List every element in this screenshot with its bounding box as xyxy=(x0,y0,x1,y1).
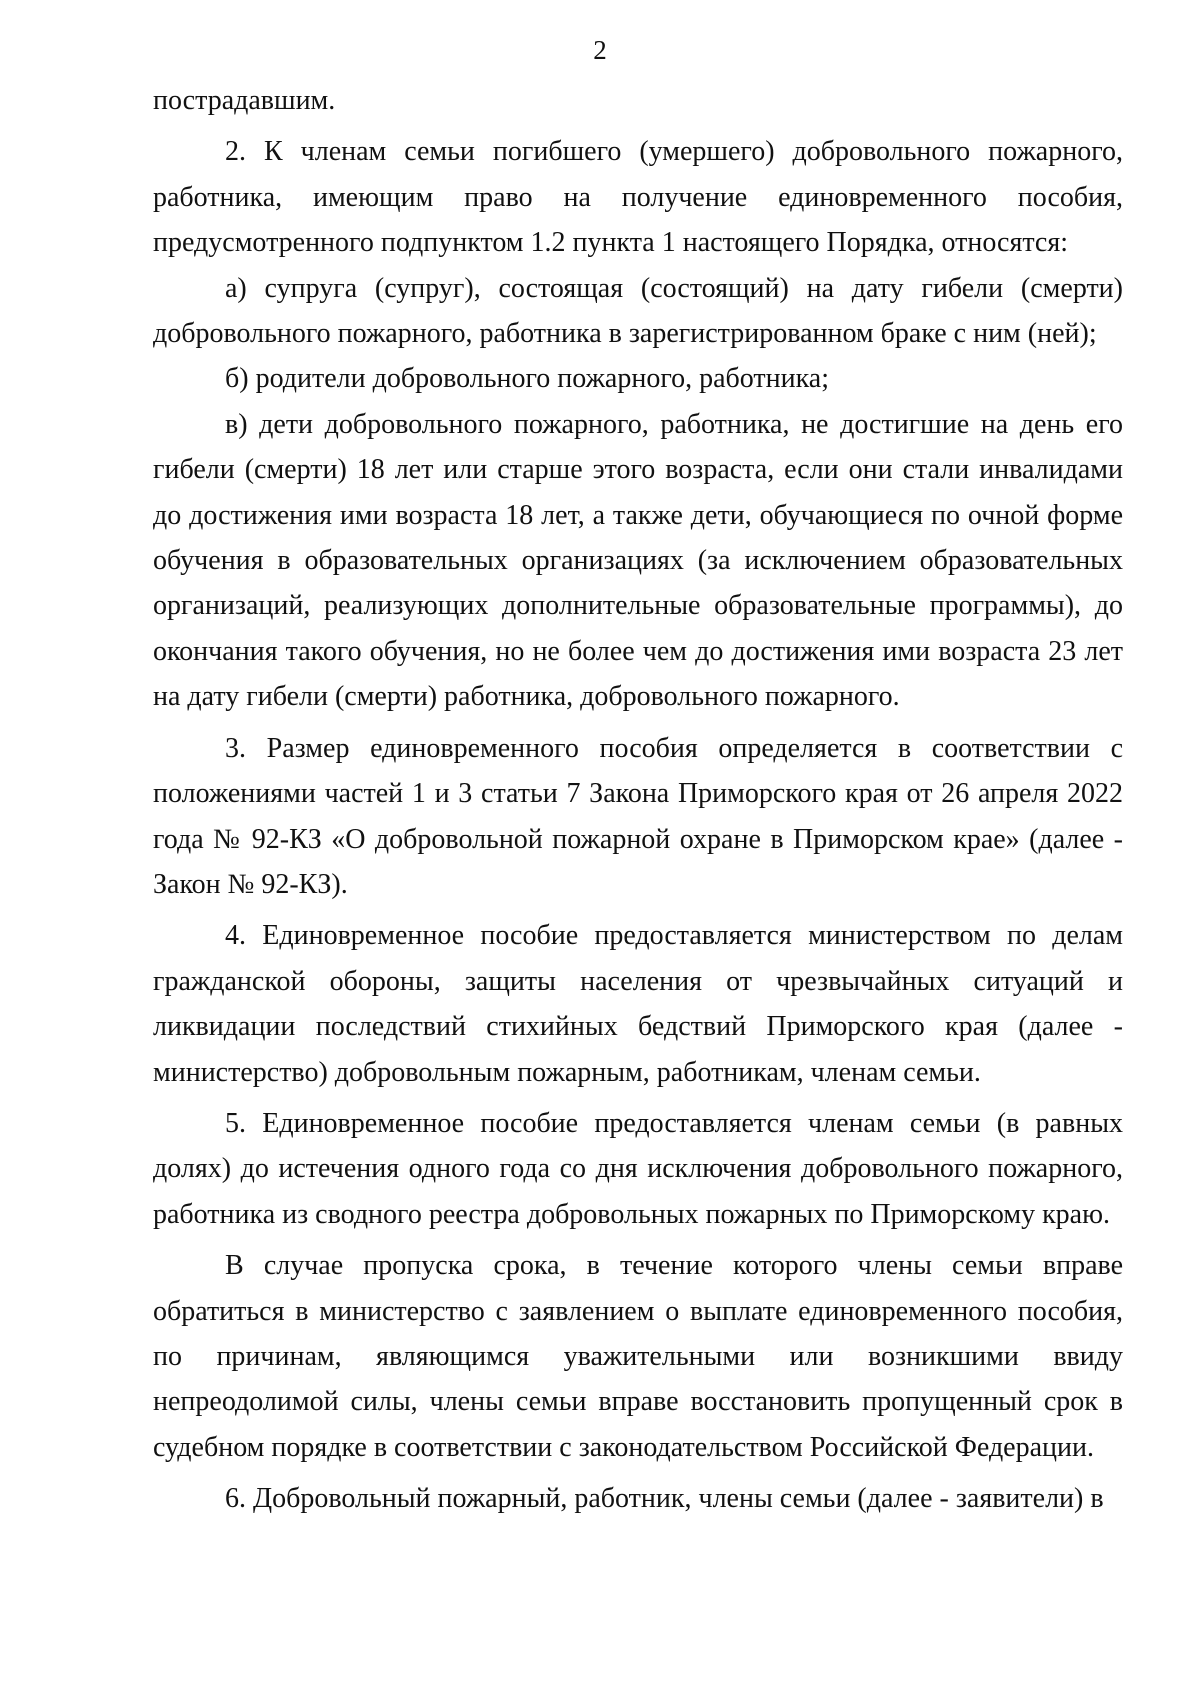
paragraph-item-3: 3. Размер единовременного пособия определяется в соответствии с положениями частей 1 и 3 статьи 7 Закона Приморского края от 26 апреля 2022 года № 92-КЗ «О добровольной пожарной охране в Приморском крае» (далее - Закон № 92-КЗ). xyxy=(153,732,1123,900)
paragraph-continuation: пострадавшим. xyxy=(153,85,336,116)
paragraph-subitem-a: а) супруга (супруг), состоящая (состоящий) на дату гибели (смерти) добровольного пожарного, работника в зарегистрированном браке с ним (ней); xyxy=(153,272,1123,350)
paragraph-item-6: 6. Добровольный пожарный, работник, члены семьи (далее - заявители) в xyxy=(225,1483,1104,1515)
paragraph-subitem-v: в) дети добровольного пожарного, работника, не достигшие на день его гибели (смерти) 18 лет или старше этого возраста, если они стали инвалидами до достижения ими возраста 18 лет, а также дети, обучающиеся по очной форме обучения в образовательных организациях (за исключением образовательных организаций, реализующих дополнительные образовательные программы), до окончания такого обучения, но не более чем до достижения ими возраста 23 лет на дату гибели (смерти) работника, добровольного пожарного. xyxy=(153,408,1123,713)
paragraph-subitem-b: б) родители добровольного пожарного, работника; xyxy=(225,363,830,395)
paragraph-item-4: 4. Единовременное пособие предоставляется министерством по делам гражданской обороны, защиты населения от чрезвычайных ситуаций и ликвидации последствий стихийных бедствий Приморского края (далее - министерство) добровольным пожарным, работникам, членам семьи. xyxy=(153,920,1123,1088)
paragraph-missed-deadline: В случае пропуска срока, в течение которого члены семьи вправе обратиться в министерство с заявлением о выплате единовременного пособия, по причинам, являющимся уважительными или возникшими ввиду непреодолимой силы, члены семьи вправе восстановить пропущенный срок в судебном порядке в соответствии с законодательством Российской Федерации. xyxy=(153,1250,1123,1463)
document-body xyxy=(153,78,1123,1522)
paragraph-item-2: 2. К членам семьи погибшего (умершего) добровольного пожарного, работника, имеющим право на получение единовременного пособия, предусмотренного подпунктом 1.2 пункта 1 настоящего Порядка, относятся: xyxy=(153,136,1123,259)
page-number: 2 xyxy=(593,35,607,65)
paragraph-item-5: 5. Единовременное пособие предоставляется членам семьи (в равных долях) до истечения одного года со дня исключения добровольного пожарного, работника из сводного реестра добровольных пожарных по Приморскому краю. xyxy=(153,1107,1123,1230)
